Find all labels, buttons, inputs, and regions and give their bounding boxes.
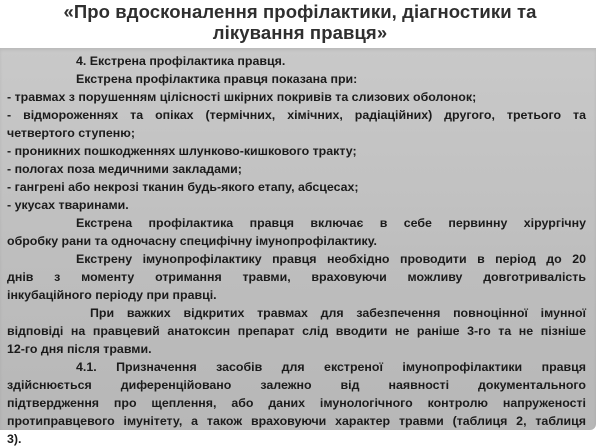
subsection-4-1-cont-4: 3). xyxy=(7,432,22,446)
subsection-4-1-cont-3: протиправцевого імунітету, а також враховуючи характер травми (таблиця 2, таблиця xyxy=(7,414,586,428)
bullet-frostbite-burns-cont: четвертого ступеню; xyxy=(7,126,135,140)
paragraph-prophylaxis-includes: Екстрена профілактика правця включає в себе первинну хірургічну xyxy=(76,216,586,230)
bullet-gi-tract: - проникних пошкодженнях шлунково-кишкового тракту; xyxy=(7,144,357,158)
bullet-gangrene: - гангрені або некрозі тканин будь-якого етапу, абсцесах; xyxy=(7,180,359,194)
bullet-frostbite-burns: - відмороженнях та опіках (термічних, хімічних, радіаційних) другого, третього та xyxy=(7,108,586,122)
paragraph-prophylaxis-includes-cont: обробку рани та одночасну специфічну імунопрофілактику. xyxy=(7,234,377,248)
slide-title-line-1: «Про вдосконалення профілактики, діагностики та xyxy=(63,1,537,22)
slide-title-line-2: лікування правця» xyxy=(212,22,388,43)
title-area xyxy=(0,0,600,48)
paragraph-severe-injuries: При важких відкритих травмах для забезпечення повноцінної імунної xyxy=(90,306,586,320)
subsection-4-1: 4.1. Призначення засобів для екстреної імунопрофілактики правця xyxy=(76,360,586,374)
bullet-skin-injuries: - травмах з порушенням цілісності шкірних покривів та слизових оболонок; xyxy=(7,90,477,104)
paragraph-period: Екстрену імунопрофілактику правця необхідно проводити в період до 20 xyxy=(76,252,586,266)
body-text-panel xyxy=(0,48,596,446)
paragraph-period-cont-1: днів з моменту отримання травми, враховуючи можливу довготривалість xyxy=(7,270,586,284)
indications-intro: Екстрена профілактика правця показана при: xyxy=(76,72,358,86)
subsection-4-1-cont-2: підтвердження про щеплення, або даних імунологічного контролю напруженості xyxy=(7,396,586,410)
subsection-4-1-cont-1: здійснюється диференційовано залежно від наявності документального xyxy=(7,378,586,392)
paragraph-severe-injuries-cont-2: 12-го дня після травми. xyxy=(7,342,152,356)
section-heading: 4. Екстрена профілактика правця. xyxy=(76,54,286,68)
bullet-births: - пологах поза медичними закладами; xyxy=(7,162,242,176)
paragraph-period-cont-2: інкубаційного періоду при правці. xyxy=(7,288,217,302)
bullet-animal-bites: - укусах тваринами. xyxy=(7,198,129,212)
paragraph-severe-injuries-cont-1: відповіді на правцевий анатоксин препарат слід вводити не раніше 3-го та не пізніше xyxy=(7,324,586,338)
